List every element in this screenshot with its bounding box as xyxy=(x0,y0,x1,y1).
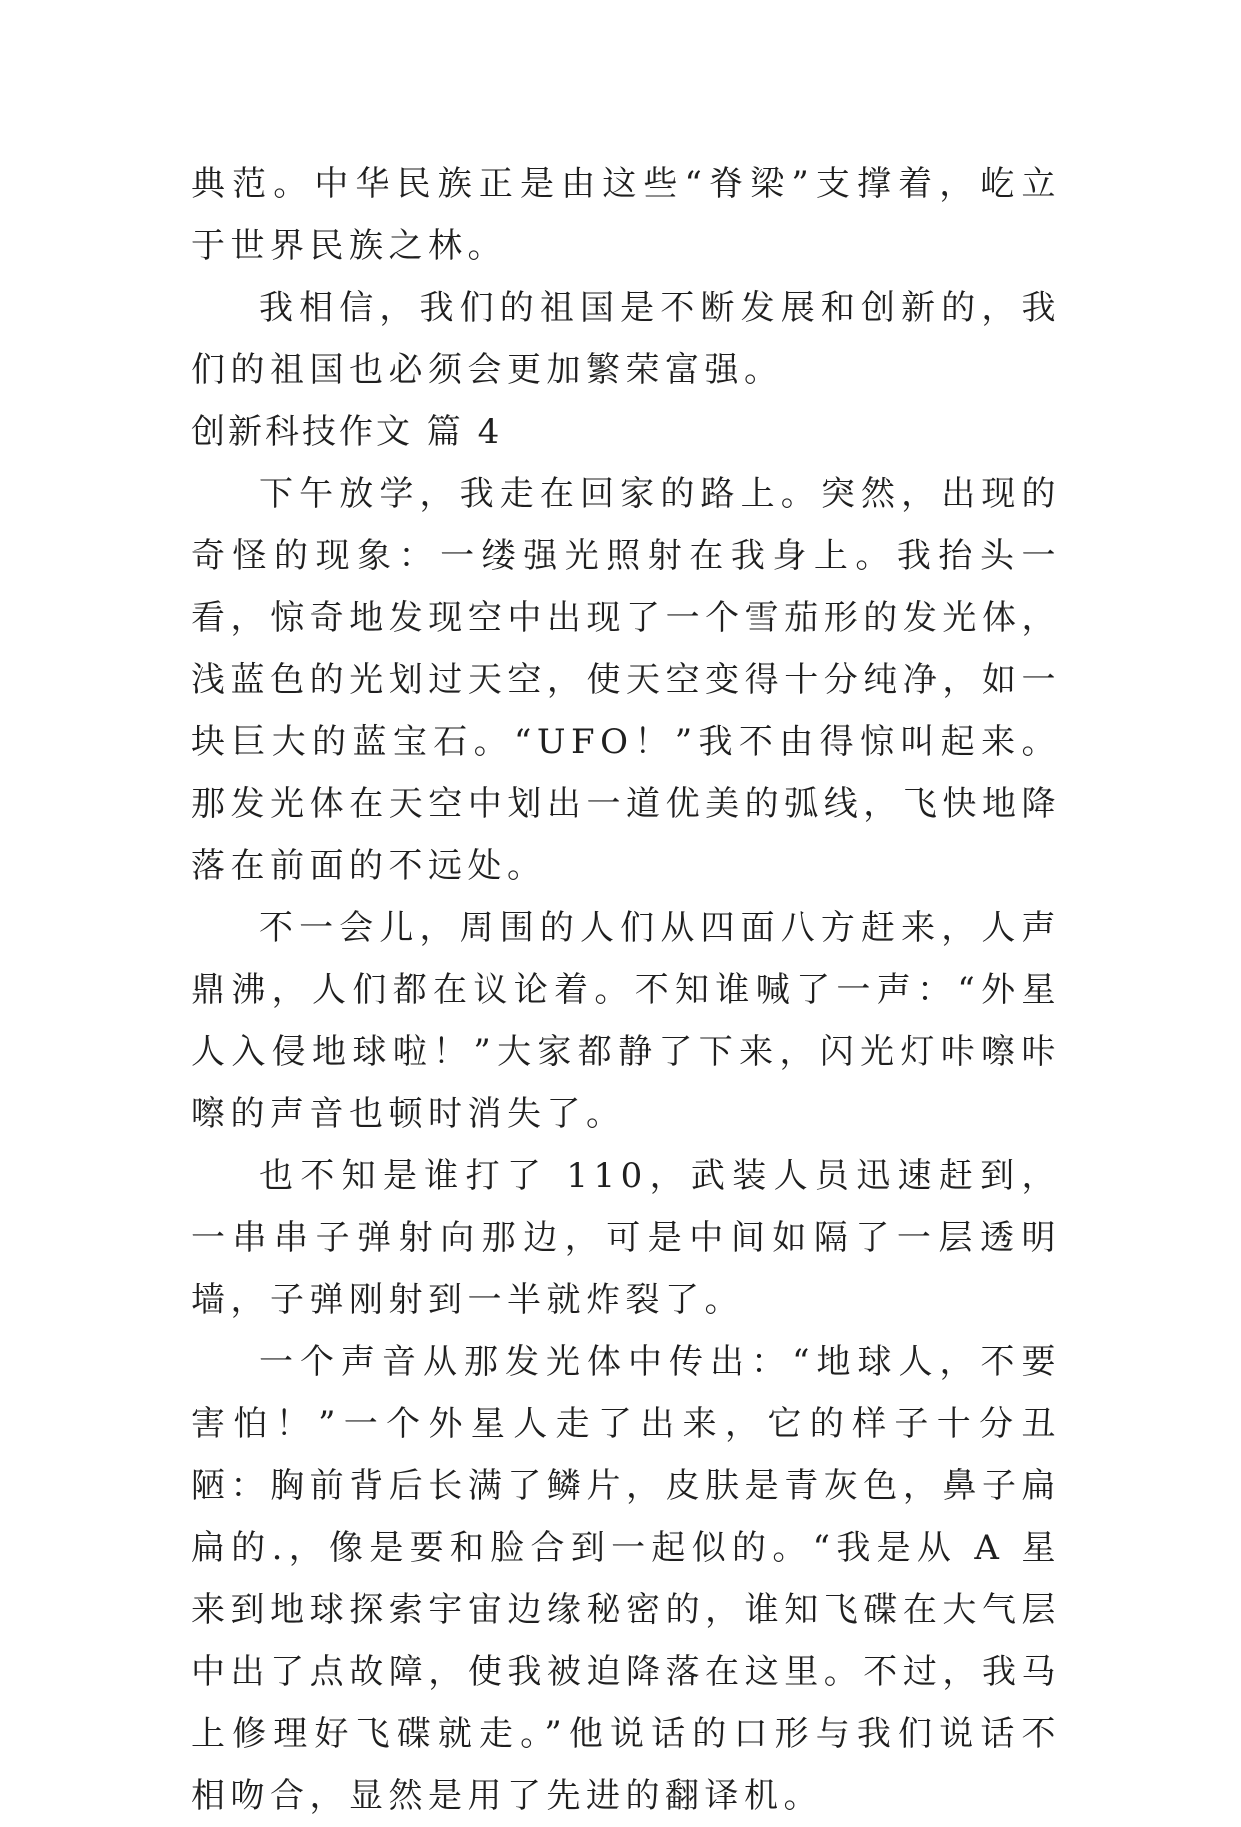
section-heading: 创新科技作文 篇 4 xyxy=(191,412,503,452)
paragraph: 下午放学，我走在回家的路上。突然，出现的奇怪的现象：一缕强光照射在我身上。我抬头一看，惊奇地发现空中出现了一个雪茄形的发光体，浅蓝色的光划过天空，使天空变得十分纯净，如一块巨大的蓝宝石。“UFO！”我不由得惊叫起来。那发光体在天空中划出一道优美的弧线，飞快地降落在前面的不远处。 xyxy=(191,474,1061,886)
paragraph: 一个声音从那发光体中传出：“地球人，不要害怕！”一个外星人走了出来，它的样子十分丑陋：胸前背后长满了鳞片，皮肤是青灰色，鼻子扁扁的.，像是要和脸合到一起似的。“我是从 A 星来到地球探索宇宙边缘秘密的，谁知飞碟在大气层中出了点故障，使我被迫降落在这里。不过，我马上修理好飞碟就走。”他说话的口形与我们说话不相吻合，显然是用了先进的翻译机。 xyxy=(191,1342,1061,1816)
paragraph: 也不知是谁打了 110，武装人员迅速赶到，一串串子弹射向那边，可是中间如隔了一层透明墙，子弹刚射到一半就炸裂了。 xyxy=(191,1156,1061,1320)
paragraph: 不一会儿，周围的人们从四面八方赶来，人声鼎沸，人们都在议论着。不知谁喊了一声：“外星人入侵地球啦！”大家都静了下来，闪光灯咔嚓咔嚓的声音也顿时消失了。 xyxy=(191,908,1061,1134)
document-body xyxy=(191,153,1061,1827)
paragraph-continued: 典范。中华民族正是由这些“脊梁”支撑着，屹立于世界民族之林。 xyxy=(191,164,1061,266)
paragraph: 我相信，我们的祖国是不断发展和创新的，我们的祖国也必须会更加繁荣富强。 xyxy=(191,288,1061,390)
